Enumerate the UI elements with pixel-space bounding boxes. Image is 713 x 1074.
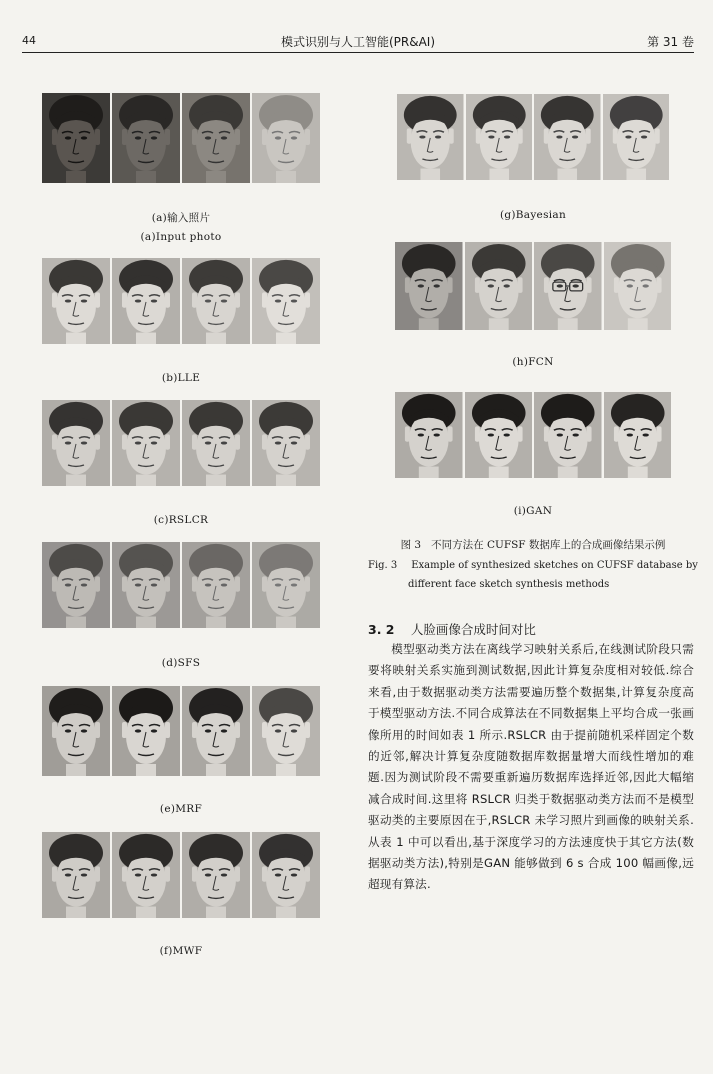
face-image [112, 400, 180, 486]
page-number: 44 [22, 34, 36, 47]
panel-h-images [395, 242, 671, 330]
face-image [465, 242, 533, 330]
section-heading [368, 620, 536, 638]
figure-title-en-line1: Example of synthesized sketches on CUFSF database by [411, 560, 698, 571]
face-image [112, 93, 180, 183]
face-image [42, 258, 110, 344]
body-paragraph: 模型驱动类方法在离线学习映射关系后,在线测试阶段只需要将映射关系实施到测试数据,因此计算复杂度相对较低.综合来看,由于数据驱动类方法需要遍历整个数据集,计算复杂度高于模型驱动方法.不同合成算法在不同数据集上平均合成一张画像所用的时间如表 1 所示.RSLCR 由于提前随机采样固定个数的近邻,解决计算复杂度随数据库数据量增大而线性增加的难题.因为测试阶段不需要重新遍历数据库选择近邻,因此大幅缩减合成时间.这里将 RSLCR 归类于数据驱动类方法而不是模型驱动类的主要原因在于,RSLCR 未学习照片到画像的映射关系.从表 1 中可以看出,基于深度学习的方法速度快于其它方法(数据驱动类方法),特别是GAN 能够做到 6 s 合成 100 幅画像,远超现有算法. [368, 642, 694, 892]
face-image [534, 392, 602, 478]
panel-a-caption-en: (a)Input photo [140, 231, 222, 243]
face-image [42, 686, 110, 776]
panel-d-caption: (d)SFS [161, 657, 201, 669]
face-image [112, 542, 180, 628]
panel-e-caption: (e)MRF [159, 803, 203, 815]
section-number: 3. 2 [368, 622, 395, 637]
volume-label: 第 31 卷 [647, 35, 694, 49]
face-image [42, 832, 110, 918]
face-image [252, 400, 320, 486]
panel-f-caption: (f)MWF [159, 945, 203, 957]
face-image [534, 242, 602, 330]
face-image [534, 94, 601, 180]
panel-c-caption: (c)RSLCR [153, 514, 209, 526]
face-image [465, 392, 533, 478]
figure-label-en: Fig. 3 [368, 560, 398, 571]
face-image [395, 392, 463, 478]
panel-i-images [395, 392, 671, 478]
face-image [182, 93, 250, 183]
face-image [604, 392, 672, 478]
face-image [42, 93, 110, 183]
face-image [252, 832, 320, 918]
panel-a-images [42, 93, 320, 183]
face-image [252, 258, 320, 344]
face-image [603, 94, 670, 180]
page-header [22, 24, 694, 53]
face-image [395, 242, 463, 330]
figure-caption [368, 535, 698, 594]
face-image [42, 400, 110, 486]
face-image [182, 542, 250, 628]
panel-h-caption: (h)FCN [512, 356, 554, 368]
panel-c-images [42, 400, 320, 486]
figure-title-en-line2: different face sketch synthesis methods [408, 579, 610, 590]
face-image [182, 686, 250, 776]
face-image [112, 832, 180, 918]
face-image [182, 832, 250, 918]
face-image [397, 94, 464, 180]
panel-b-images [42, 258, 320, 344]
panel-g-images [397, 94, 669, 180]
figure-title-cn: 不同方法在 CUFSF 数据库上的合成画像结果示例 [431, 539, 666, 551]
face-image [182, 400, 250, 486]
panel-a-caption: (a)输入照片 [151, 212, 211, 224]
panel-g-caption: (g)Bayesian [499, 209, 567, 221]
section-title: 人脸画像合成时间对比 [410, 622, 536, 637]
face-image [182, 258, 250, 344]
panel-f-images [42, 832, 320, 918]
panel-b-caption: (b)LLE [161, 372, 201, 384]
face-image [252, 93, 320, 183]
panel-i-caption: (i)GAN [513, 505, 553, 517]
face-image [112, 686, 180, 776]
panel-e-images [42, 686, 320, 776]
face-image [466, 94, 533, 180]
face-image [252, 686, 320, 776]
face-image [112, 258, 180, 344]
figure-label-cn: 图 3 [400, 539, 422, 551]
journal-title: 模式识别与人工智能(PR&AI) [280, 35, 436, 49]
face-image [42, 542, 110, 628]
face-image [604, 242, 672, 330]
panel-d-images [42, 542, 320, 628]
face-image [252, 542, 320, 628]
